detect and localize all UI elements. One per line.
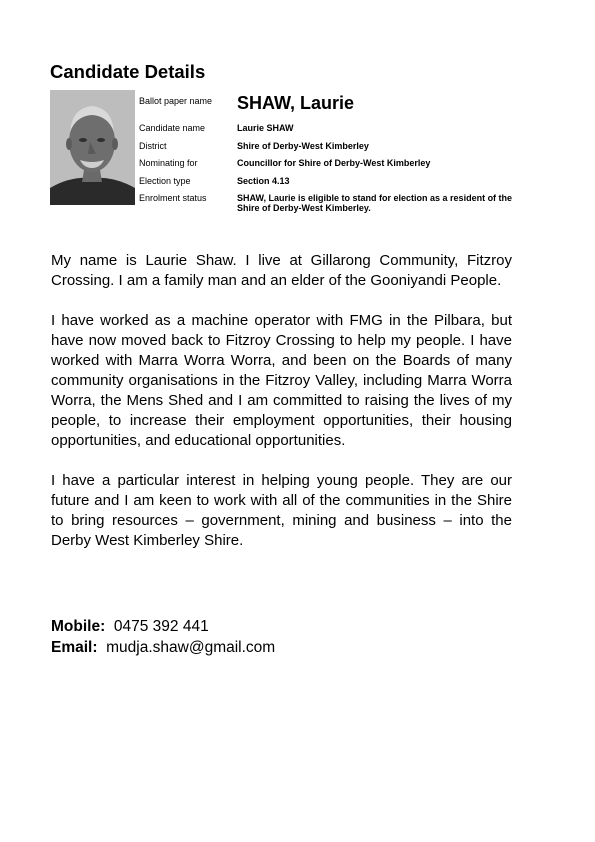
district-label: District <box>139 140 167 151</box>
email-value: mudja.shaw@gmail.com <box>106 638 276 656</box>
mobile-label: Mobile: <box>51 618 106 635</box>
statement-paragraph: My name is Laurie Shaw. I live at Gillarong Community, Fitzroy Crossing. I am a family man and an elder of the Gooniyandi People. <box>51 252 512 289</box>
enrolment-row <box>137 190 537 213</box>
candidate-name-row <box>137 120 537 138</box>
email-line <box>51 638 275 659</box>
enrolment-value: SHAW, Laurie is eligible to stand for election as a resident of the Shire of Derby-West Kimberley. <box>237 193 513 213</box>
election-type-value: Section 4.13 <box>237 175 290 186</box>
district-value: Shire of Derby-West Kimberley <box>237 140 369 151</box>
contact-details <box>51 617 275 658</box>
statement-paragraph: I have worked as a machine operator with FMG in the Pilbara, but have now moved back to Fitzroy Crossing to help my people. I have worked with Marra Worra Worra, and been on the Boards of many community organisations in the Fitzroy Valley, including Marra Worra Worra, the Mens Shed and I am committed to raising the lives of my people, to increase their employment opportunities, their housing opportunities, and educational opportunities. <box>51 312 512 449</box>
nominating-label: Nominating for <box>139 158 198 168</box>
ballot-name-value: SHAW, Laurie <box>237 93 355 113</box>
candidate-photo <box>50 90 135 205</box>
election-type-label: Election type <box>139 175 191 186</box>
candidate-name-value: Laurie SHAW <box>237 123 294 133</box>
mobile-line <box>51 617 275 638</box>
ballot-name-row <box>137 90 537 120</box>
nominating-value: Councillor for Shire of Derby-West Kimberley <box>237 158 431 168</box>
enrolment-label: Enrolment status <box>139 193 207 203</box>
election-type-row <box>137 173 537 191</box>
mobile-value: 0475 392 441 <box>113 618 209 635</box>
ballot-name-label: Ballot paper name <box>139 96 213 106</box>
email-label: Email: <box>51 638 98 656</box>
statement-paragraph: I have a particular interest in helping young people. They are our future and I am keen to work with all of the communities in the Shire to bring resources – government, mining and business – into the Derby West Kimberley Shire. <box>51 472 512 549</box>
candidate-statement <box>51 251 512 571</box>
candidate-name-label: Candidate name <box>139 123 206 133</box>
district-row <box>137 138 537 156</box>
page-title: Candidate Details <box>50 61 206 82</box>
nominating-row <box>137 155 537 173</box>
candidate-details-table <box>137 90 537 213</box>
